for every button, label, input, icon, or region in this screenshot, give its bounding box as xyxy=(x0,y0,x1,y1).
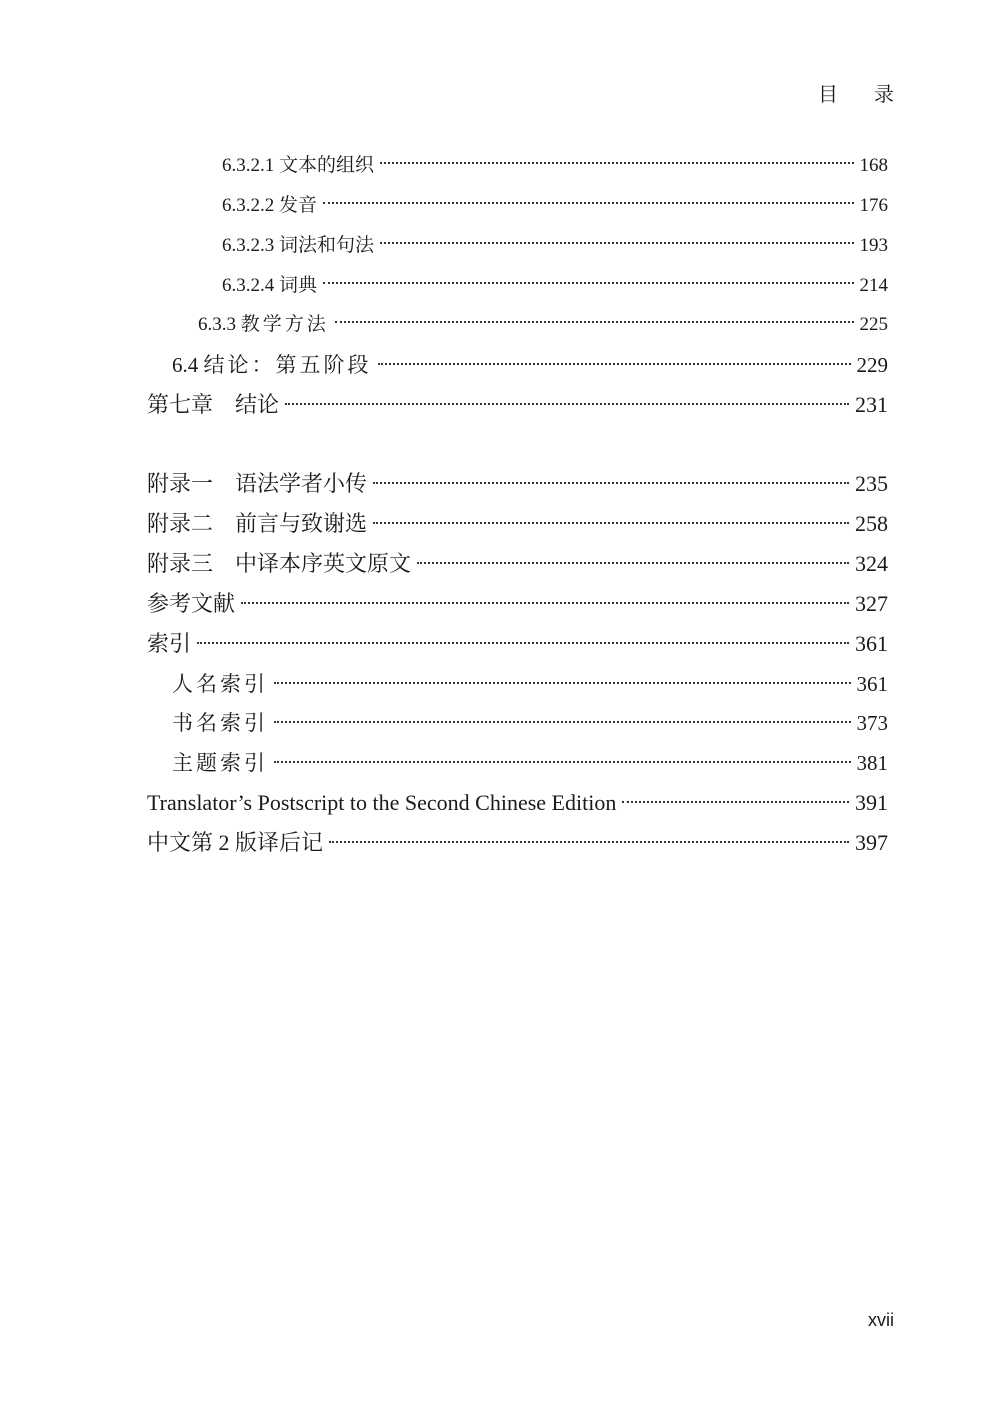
toc-leader xyxy=(285,403,849,405)
toc-leader xyxy=(274,761,851,763)
toc-page: 229 xyxy=(856,353,888,377)
toc-number: 6.3.2.3 xyxy=(222,235,279,256)
toc-entry[interactable] xyxy=(147,468,888,500)
toc-leader xyxy=(323,202,853,204)
toc-number: 6.4 xyxy=(172,353,204,377)
toc-page: 361 xyxy=(855,631,888,656)
toc-page: 235 xyxy=(855,471,888,496)
toc-page: 168 xyxy=(859,155,888,176)
toc-page: 361 xyxy=(856,672,888,696)
toc-page: 176 xyxy=(859,195,888,216)
toc-leader xyxy=(373,522,849,524)
toc-leader xyxy=(380,242,853,244)
toc-title: 索引 xyxy=(147,631,192,656)
toc-entry[interactable] xyxy=(198,309,888,341)
toc-entry[interactable] xyxy=(172,747,888,779)
toc-page: 231 xyxy=(855,392,888,417)
toc-leader xyxy=(274,682,851,684)
toc-title: 教学方法 xyxy=(240,314,329,335)
toc-title: 人名索引 xyxy=(172,672,268,696)
toc-entry[interactable] xyxy=(147,548,888,580)
toc-number: 第七章 xyxy=(147,392,236,417)
toc-entry[interactable] xyxy=(172,668,888,700)
page-number: xvii xyxy=(868,1310,894,1330)
toc-title: 中译本序英文原文 xyxy=(235,551,412,576)
toc-page: 258 xyxy=(855,511,888,536)
toc-entry[interactable] xyxy=(147,787,888,819)
toc-entry[interactable] xyxy=(172,707,888,739)
toc-title: 结论 xyxy=(235,392,280,417)
toc-number: 6.3.3 xyxy=(198,314,241,335)
toc-title: 前言与致谢选 xyxy=(235,511,368,536)
toc-page: 391 xyxy=(855,790,888,815)
toc-leader xyxy=(197,642,849,644)
header-char-1: 目 xyxy=(818,82,838,106)
toc-number: 附录三 xyxy=(147,551,236,576)
toc-title: 发音 xyxy=(279,195,318,216)
toc-entry[interactable] xyxy=(147,827,888,859)
toc-leader xyxy=(335,321,854,323)
toc-page: 193 xyxy=(859,235,888,256)
toc-page: 225 xyxy=(859,314,888,335)
toc-number: 6.3.2.2 xyxy=(222,195,279,216)
toc-title: Translator’s Postscript to the Second Chinese Edition xyxy=(147,790,617,815)
toc-entry[interactable] xyxy=(222,150,888,182)
toc-leader xyxy=(373,482,849,484)
toc-entry[interactable] xyxy=(147,588,888,620)
toc-number: 6.3.2.4 xyxy=(222,275,279,296)
toc-page: 324 xyxy=(855,551,888,576)
toc-entry[interactable] xyxy=(222,190,888,222)
running-header xyxy=(818,78,894,107)
toc-entry[interactable] xyxy=(222,230,888,262)
toc-entry[interactable] xyxy=(147,628,888,660)
toc-title: 文本的组织 xyxy=(279,155,375,176)
toc-leader xyxy=(378,363,851,365)
toc-title: 书名索引 xyxy=(172,711,268,735)
toc-leader xyxy=(329,841,849,843)
toc-title: 中文第 2 版译后记 xyxy=(147,830,324,855)
toc-page: 327 xyxy=(855,591,888,616)
toc-number: 6.3.2.1 xyxy=(222,155,279,176)
toc-leader xyxy=(380,162,853,164)
toc-page: 381 xyxy=(856,751,888,775)
toc-title: 语法学者小传 xyxy=(235,471,368,496)
toc-page: 397 xyxy=(855,830,888,855)
toc-title: 词法和句法 xyxy=(279,235,375,256)
toc-entry[interactable] xyxy=(147,389,888,421)
toc-number: 附录二 xyxy=(147,511,236,536)
toc-page: 214 xyxy=(859,275,888,296)
toc-title: 参考文献 xyxy=(147,591,236,616)
toc-leader xyxy=(417,562,849,564)
toc-title: 词典 xyxy=(279,275,318,296)
toc-number: 附录一 xyxy=(147,471,236,496)
toc-leader xyxy=(622,801,849,803)
toc-entry[interactable] xyxy=(222,270,888,302)
toc-entry[interactable] xyxy=(147,508,888,540)
toc-title: 结论：第五阶段 xyxy=(203,353,372,377)
toc-page: 373 xyxy=(856,711,888,735)
toc-leader xyxy=(274,721,851,723)
toc-leader xyxy=(241,602,849,604)
header-char-2: 录 xyxy=(874,82,894,106)
toc-title: 主题索引 xyxy=(172,751,268,775)
toc-entry[interactable] xyxy=(172,349,888,381)
toc-leader xyxy=(323,282,853,284)
